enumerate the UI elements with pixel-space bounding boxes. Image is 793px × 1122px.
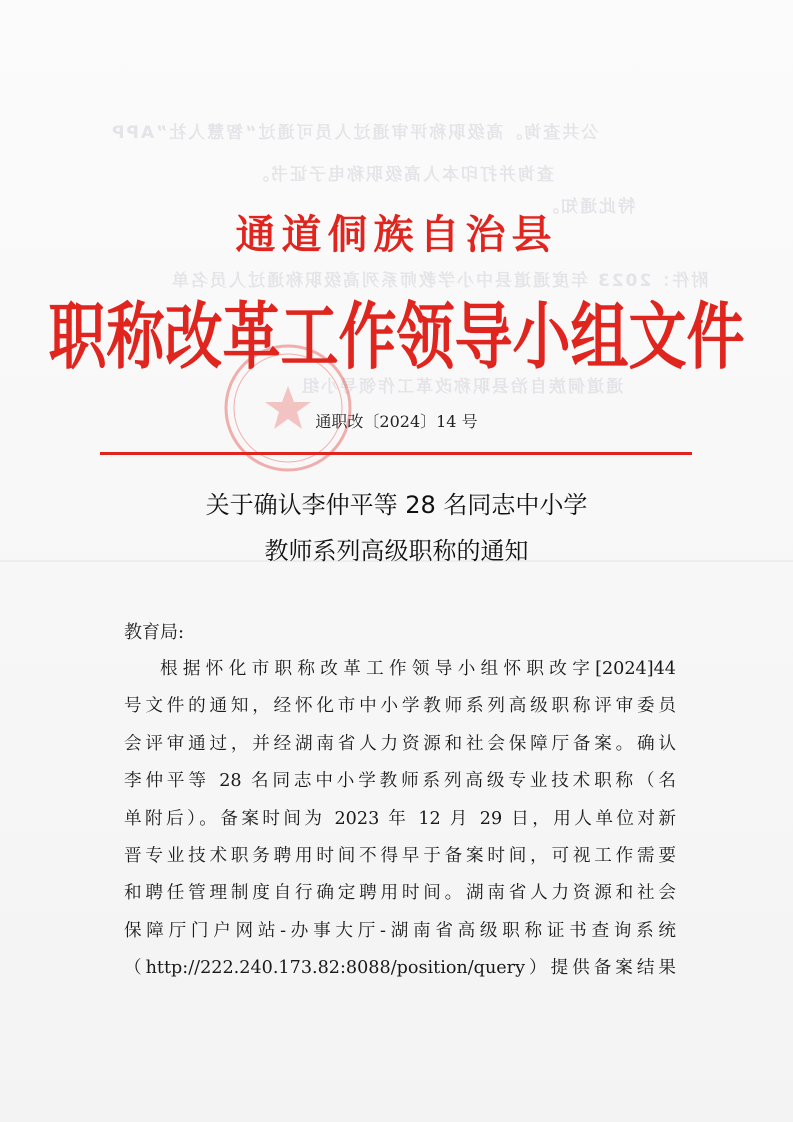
issuing-office-title: 职称改革工作领导小组文件 [48,294,745,380]
bleed-through-text: 通道侗族自治县职称改革工作领导小组 [300,377,623,397]
document-title-line-2: 教师系列高级职称的通知 [264,537,529,565]
bleed-through-text: 公共查询。高级职称评审通过人员可通过“智慧人社”APP [110,123,599,143]
body-line: 根据怀化市职称改革工作领导小组怀职改字[2024]44 [160,659,676,679]
bleed-through-text: 查询并打印本人高级职称电子证书。 [250,165,554,185]
body-line: 单附后）。备案时间为 2023 年 12 月 29 日，用人单位对新 [124,808,676,829]
body-line: 保障厅门户网站-办事大厅-湖南省高级职称证书查询系统 [124,920,676,941]
body-line-url: （http://222.240.173.82:8088/position/query）提供备案结果 [124,958,676,979]
issuing-county: 通道侗族自治县 [235,211,558,258]
body-line: 李仲平等 28 名同志中小学教师系列高级专业技术职称（名 [124,771,676,792]
bleed-through-text: 附件：2023 年度通道县中小学教师系列高级职称通过人员名单 [170,271,709,291]
document-number: 通职改〔2024〕14 号 [315,412,478,431]
body-line: 号文件的通知，经怀化市中小学教师系列高级职称评审委员 [124,696,676,717]
body-line: 晋专业技术职务聘用时间不得早于备案时间，可视工作需要 [124,846,676,867]
body-line: 会评审通过，并经湖南省人力资源和社会保障厅备案。确认 [124,733,676,754]
document-title-line-1: 关于确认李仲平等 28 名同志中小学 [205,491,588,519]
salutation: 教育局: [124,622,185,643]
red-divider-line [100,452,692,455]
body-paragraph [124,651,676,988]
body-line: 和聘任管理制度自行确定聘用时间。湖南省人力资源和社会 [124,883,676,904]
bleed-through-text: 特此通知。 [540,197,635,217]
